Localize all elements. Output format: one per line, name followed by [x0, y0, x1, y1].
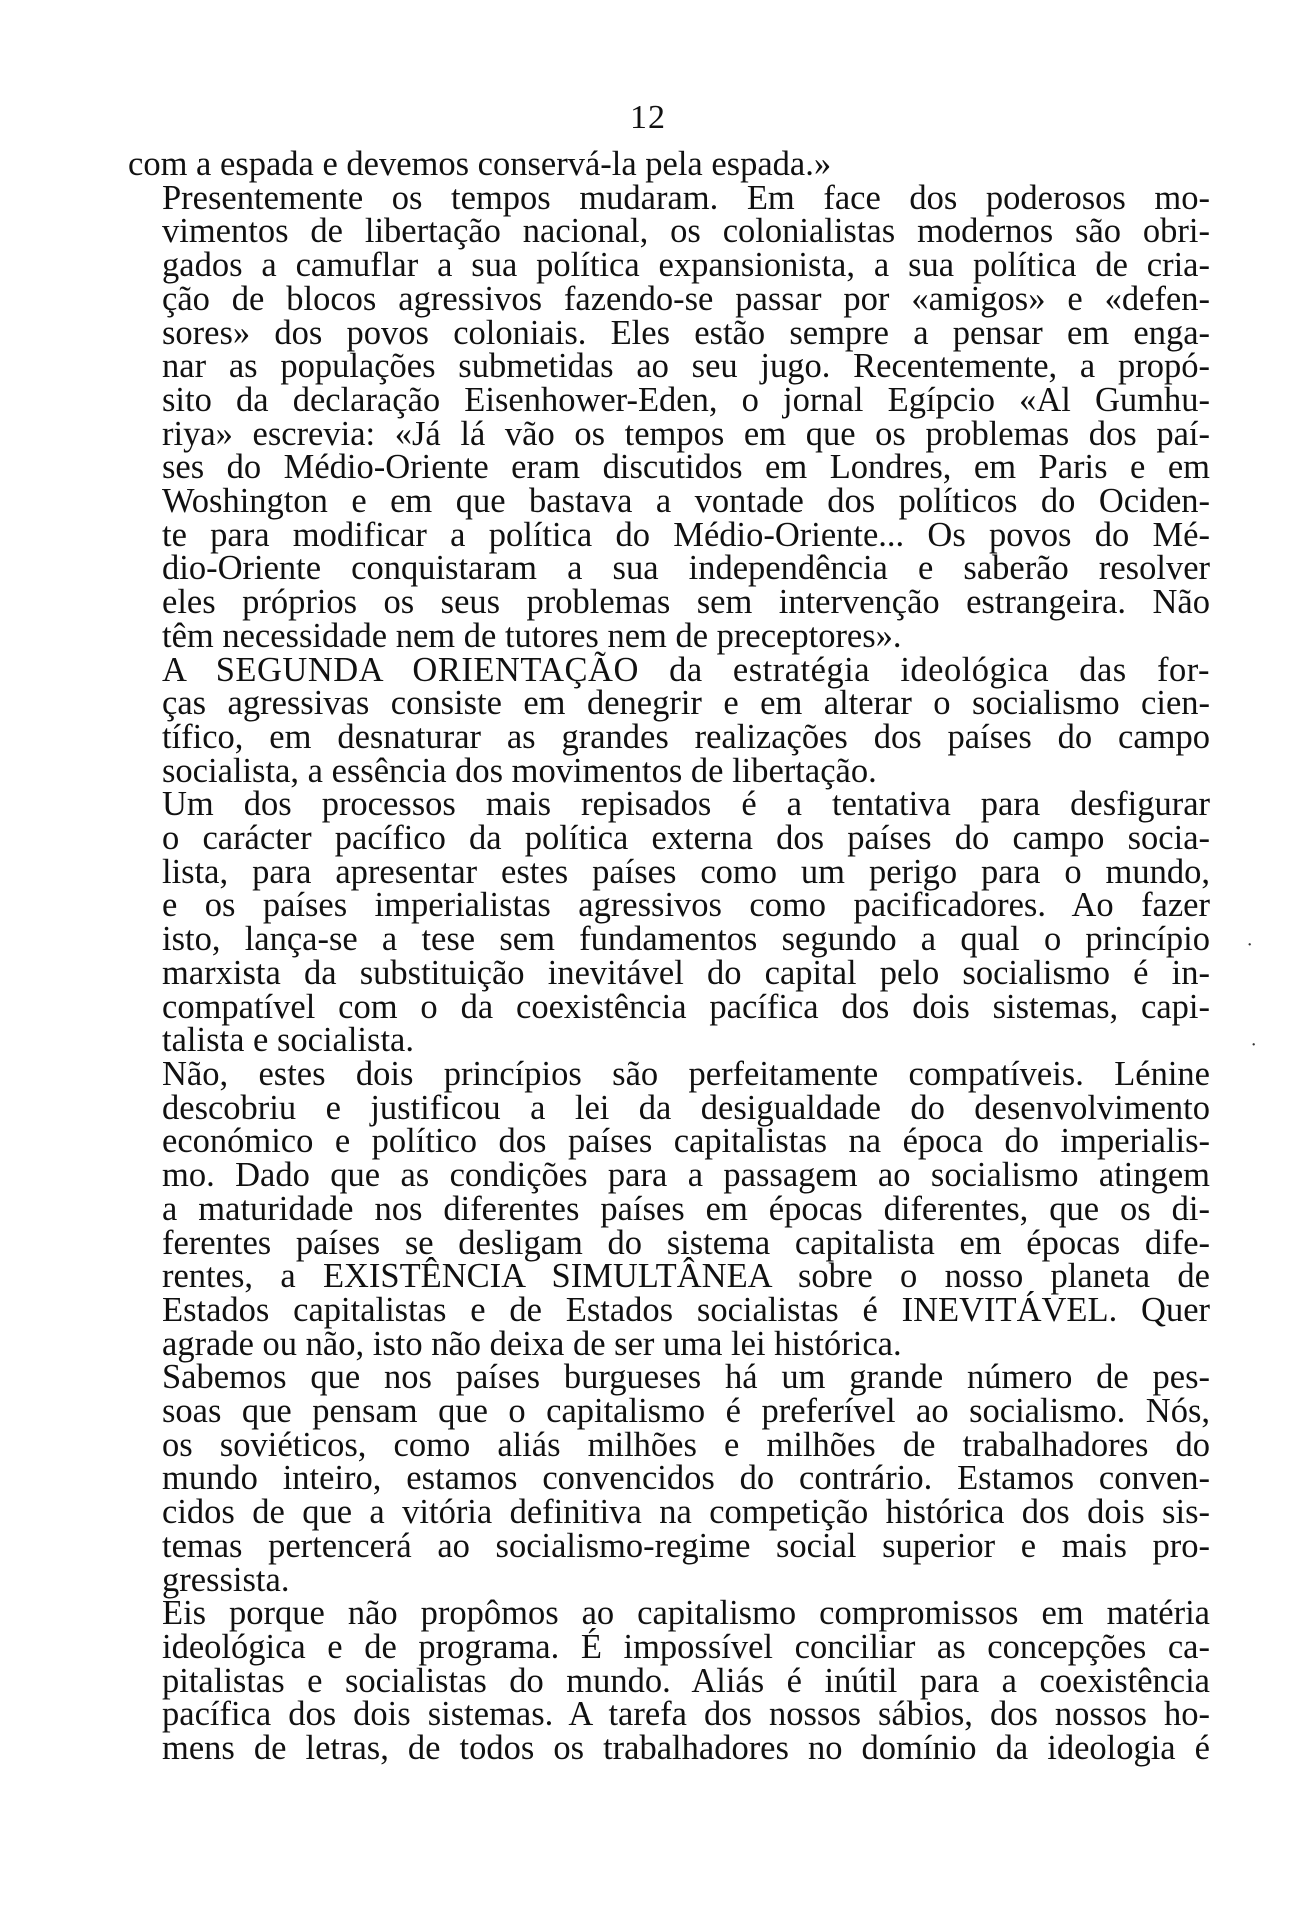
text-line: Presentemente os tempos mudaram. Em face dos poderosos mo- — [162, 178, 1210, 217]
text-line: compatível com o da coexistência pacífica dos dois sistemas, capi- — [162, 987, 1210, 1026]
text-line: mundo inteiro, estamos convencidos do contrário. Estamos conven- — [162, 1459, 1210, 1498]
paragraph — [128, 145, 1210, 183]
text-line: agrade ou não, isto não deixa de ser uma lei histórica. — [162, 1324, 902, 1363]
text-line: riya» escrevia: «Já lá vão os tempos em que os problemas dos paí- — [162, 414, 1210, 453]
text-line: gados a camuflar a sua política expansionista, a sua política de cria- — [162, 246, 1210, 285]
text-line: eles próprios os seus problemas sem intervenção estrangeira. Não — [162, 583, 1210, 622]
text-line: soas que pensam que o capitalismo é preferível ao socialismo. Nós, — [162, 1392, 1210, 1431]
text-line: Woshington e em que bastava a vontade dos políticos do Ociden- — [162, 482, 1210, 521]
paragraph — [128, 785, 1210, 1060]
text-line: com a espada e devemos conservá-la pela espada.» — [128, 145, 832, 183]
text-line: mens de letras, de todos os trabalhadores no domínio da ideologia é — [162, 1729, 1210, 1768]
text-line: nar as populações submetidas ao seu jugo. Recentemente, a propó- — [162, 347, 1210, 386]
text-line: o carácter pacífico da política externa dos países do campo socia- — [162, 819, 1210, 858]
text-line: descobriu e justificou a lei da desigualdade do desenvolvimento — [162, 1088, 1210, 1127]
text-line: Sabemos que nos países burgueses há um grande número de pes- — [162, 1358, 1210, 1397]
text-line: marxista da substituição inevitável do capital pelo socialismo é in- — [162, 953, 1210, 992]
page-number: 12 — [630, 99, 666, 136]
paragraph — [128, 1054, 1210, 1363]
text-line: sito da declaração Eisenhower-Eden, o jornal Egípcio «Al Gumhu- — [162, 380, 1210, 419]
text-line: e os países imperialistas agressivos como pacificadores. Ao fazer — [162, 886, 1210, 925]
text-line: temas pertencerá ao socialismo-regime social superior e mais pro- — [162, 1526, 1210, 1565]
text-line: ção de blocos agressivos fazendo-se passar por «amigos» e «defen- — [162, 279, 1210, 318]
text-line: os soviéticos, como aliás milhões e milhões de trabalhadores do — [162, 1425, 1210, 1464]
text-line: ças agressivas consiste em denegrir e em alterar o socialismo cien- — [162, 684, 1210, 723]
margin-speck: ˙ — [1250, 1038, 1258, 1063]
text-line: Não, estes dois princípios são perfeitamente compatíveis. Lénine — [162, 1054, 1210, 1093]
text-line: pitalistas e socialistas do mundo. Aliás é inútil para a coexistência — [162, 1661, 1210, 1700]
text-line: a maturidade nos diferentes países em épocas diferentes, que os di- — [162, 1189, 1210, 1228]
text-line: lista, para apresentar estes países como um perigo para o mundo, — [162, 852, 1210, 891]
text-line: isto, lança-se a tese sem fundamentos segundo a qual o princípio — [162, 920, 1210, 959]
text-line: vimentos de libertação nacional, os colonialistas modernos são obri- — [162, 212, 1210, 251]
text-line: te para modificar a política do Médio-Oriente... Os povos do Mé- — [162, 515, 1210, 554]
text-line: económico e político dos países capitalistas na época do imperialis- — [162, 1122, 1210, 1161]
text-line: ideológica e de programa. É impossível conciliar as concepções ca- — [162, 1627, 1210, 1666]
text-line: tífico, em desnaturar as grandes realizações dos países do campo — [162, 717, 1210, 756]
text-line: socialista, a essência dos movimentos de libertação. — [162, 751, 877, 790]
text-line: mo. Dado que as condições para a passagem ao socialismo atingem — [162, 1156, 1210, 1195]
text-line: rentes, a EXISTÊNCIA SIMULTÂNEA sobre o nosso planeta de — [162, 1257, 1210, 1296]
text-line: ses do Médio-Oriente eram discutidos em Londres, em Paris e em — [162, 448, 1210, 487]
margin-speck: ˙ — [1246, 938, 1254, 963]
text-line: dio-Oriente conquistaram a sua independência e saberão resolver — [162, 549, 1210, 588]
text-line: talista e socialista. — [162, 1021, 414, 1060]
text-line: Eis porque não propômos ao capitalismo compromissos em matéria — [162, 1594, 1210, 1633]
body-text — [128, 145, 1210, 1768]
paragraph — [128, 650, 1210, 790]
paragraph — [128, 178, 1210, 655]
text-line: têm necessidade nem de tutores nem de preceptores». — [162, 616, 902, 655]
text-line: ferentes países se desligam do sistema capitalista em épocas dife- — [162, 1223, 1210, 1262]
text-line: cidos de que a vitória definitiva na competição histórica dos dois sis- — [162, 1493, 1210, 1532]
paragraph — [128, 1358, 1210, 1599]
text-line: pacífica dos dois sistemas. A tarefa dos nossos sábios, dos nossos ho- — [162, 1695, 1210, 1734]
text-line: Estados capitalistas e de Estados socialistas é INEVITÁVEL. Quer — [162, 1290, 1210, 1329]
paragraph — [128, 1594, 1210, 1768]
text-line: A SEGUNDA ORIENTAÇÃO da estratégia ideológica das for- — [162, 650, 1210, 689]
text-line: sores» dos povos coloniais. Eles estão sempre a pensar em enga- — [162, 313, 1210, 352]
text-line: gressista. — [162, 1560, 290, 1599]
text-line: Um dos processos mais repisados é a tentativa para desfigurar — [162, 785, 1210, 824]
